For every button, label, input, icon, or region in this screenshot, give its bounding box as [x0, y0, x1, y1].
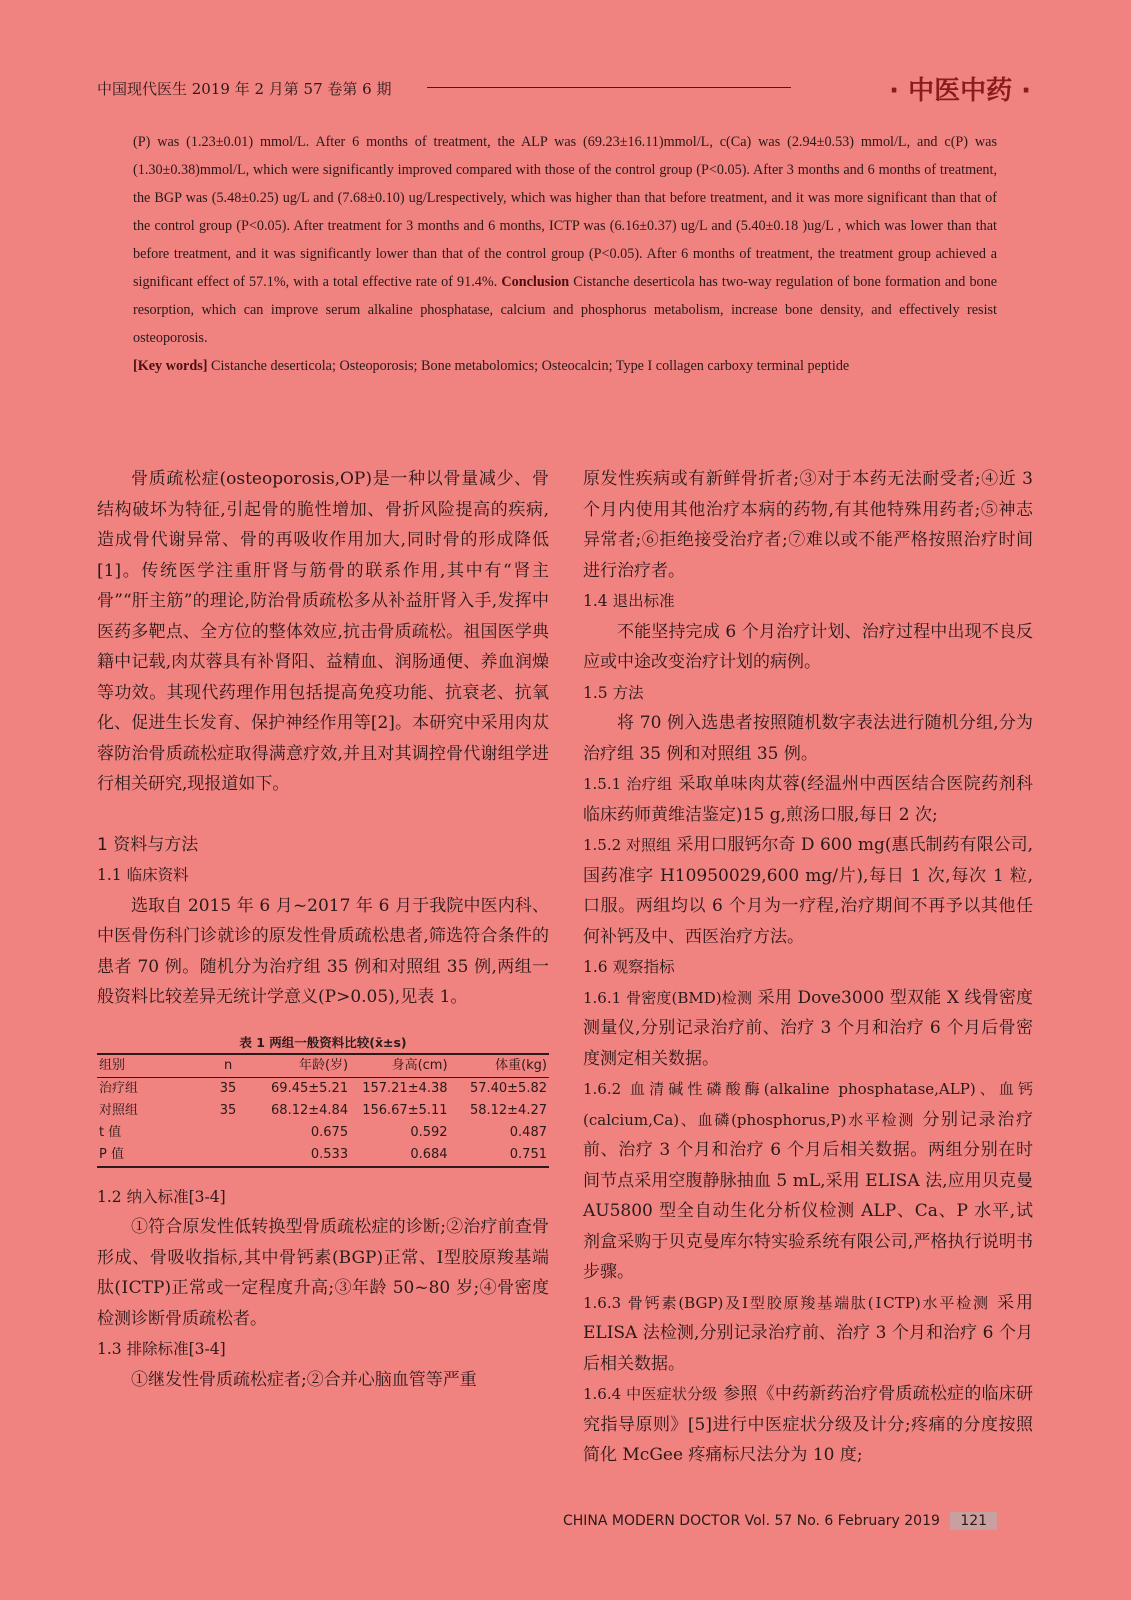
table-row: 对照组 35 68.12±4.84 156.67±5.11 58.12±4.27	[99, 1102, 547, 1118]
section-title: · 中医中药 ·	[889, 76, 1031, 106]
section-1-3-text: ①继发性骨质疏松症者;②合并心脑血管等严重	[131, 1369, 477, 1390]
journal-info: 中国现代医生 2019 年 2 月第 57 卷第 6 期	[97, 80, 392, 98]
keywords	[133, 352, 997, 380]
label-1-6-2: 1.6.2 血清碱性磷酸酶(alkaline phosphatase,ALP)、血钙(calcium,Ca)、血磷(phosphorus,P)水平检测	[583, 1080, 1033, 1129]
english-abstract	[133, 128, 997, 380]
table-row: P 值 0.533 0.684 0.751	[97, 1144, 549, 1167]
section-1-3-heading: 1.3 排除标准[3-4]	[97, 1340, 226, 1358]
label-1-6-1: 1.6.1 骨密度(BMD)检测	[583, 988, 753, 1007]
section-1-1-heading: 1.1 临床资料	[97, 866, 189, 884]
table-header-row	[97, 1054, 549, 1078]
page-footer	[563, 1512, 997, 1530]
label-1-5-1: 1.5.1 治疗组	[583, 775, 673, 793]
section-1-3-text-cont: 原发性疾病或有新鲜骨折者;③对于本药无法耐受者;④近 3 个月内使用其他治疗本病的药物,有其他特殊用药者;⑤神志异常者;⑥拒绝接受治疗者;⑦难以或不能严格按照治疗时间进行治疗者。	[583, 469, 1033, 581]
conclusion-label: Conclusion	[501, 274, 570, 290]
label-1-5-2: 1.5.2 对照组	[583, 836, 671, 854]
th-group: 组别	[97, 1054, 205, 1078]
section-1-2-heading: 1.2 纳入标准[3-4]	[97, 1187, 226, 1206]
intro-paragraph: 骨质疏松症(osteoporosis,OP)是一种以骨量减少、骨结构破坏为特征,引起骨的脆性增加、骨折风险提高的疾病,造成骨代谢异常、骨的再吸收作用加大,同时骨的形成降低[1]。传统医学注重肝肾与筋骨的联系作用,其中有“肾主骨”“肝主筋”的理论,防治骨质疏松多从补益肝肾入手,发挥中医药多靶点、全方位的整体效应,抗击骨质疏松。祖国医学典籍中记载,肉苁蓉具有补肾阳、益精血、润肠通便、养血润燥等功效。其现代药理作用包括提高免疫功能、抗衰老、抗氧化、促进生长发育、保护神经作用等[2]。本研究中采用肉苁蓉防治骨质疏松症取得满意疗效,并且对其调控骨代谢组学进行相关研究,现报道如下。	[97, 469, 549, 794]
section-1-heading: 1 资料与方法	[97, 834, 199, 855]
th-n: n	[205, 1054, 250, 1078]
table-caption: 表 1 两组一般资料比较(x̄±s)	[239, 1034, 407, 1050]
section-1-5-1: 1.5.1 治疗组 采取单味肉苁蓉(经温州中西医结合医院药剂科临床药师黄维洁鉴定)15 g,煎汤口服,每日 2 次;	[583, 774, 1034, 825]
keywords-text: Cistanche deserticola; Osteoporosis; Bone metabolomics; Osteocalcin; Type I collagen carboxy terminal peptide	[211, 358, 850, 374]
section-1-4-heading: 1.4 退出标准	[583, 592, 675, 610]
table-row: 治疗组 35 69.45±5.21 157.21±4.38 57.40±5.82	[99, 1080, 547, 1096]
header-rule	[427, 87, 791, 88]
section-1-4-text: 不能坚持完成 6 个月治疗计划、治疗过程中出现不良反应或中途改变治疗计划的病例。	[583, 621, 1033, 672]
section-1-1-text: 选取自 2015 年 6 月~2017 年 6 月于我院中医内科、中医骨伤科门诊就诊的原发性骨质疏松患者,筛选符合条件的患者 70 例。随机分为治疗组 35 例和对照组 35 例,两组一般资料比较差异无统计学意义(P>0.05),见表 1。	[97, 895, 549, 1007]
section-1-6-4: 1.6.4 中医症状分级 参照《中药新药治疗骨质疏松症的临床研究指导原则》[5]进行中医症状分级及计分;疼痛的分度按照简化 McGee 疼痛标尺法分为 10 度;	[583, 1384, 1034, 1465]
table-row: t 值 0.675 0.592 0.487	[99, 1124, 547, 1140]
keywords-label: [Key words]	[133, 358, 208, 374]
section-1-6-2: 1.6.2 血清碱性磷酸酶(alkaline phosphatase,ALP)、血钙(calcium,Ca)、血磷(phosphorus,P)水平检测 分别记录治疗前、治疗 3 个月和治疗 6 个月后相关数据。两组分别在时间节点采用空腹静脉抽血 5 mL,采用 ELISA 法,应用贝克曼 AU5800 型全自动生化分析仪检测 ALP、Ca、P 水平,试剂盒采购于贝克曼库尔特实验系统有限公司,严格执行说明书步骤。	[583, 1080, 1034, 1282]
section-1-5-2: 1.5.2 对照组 采用口服钙尔奇 D 600 mg(惠氏制药有限公司,国药准字 H10950029,600 mg/片),每日 1 次,每次 1 粒,口服。两组均以 6 个月为一疗程,治疗期间不再予以其他任何补钙及中、西医治疗方法。	[583, 835, 1034, 947]
baseline-table	[97, 1053, 549, 1168]
section-1-5-text: 将 70 例入选患者按照随机数字表法进行随机分组,分为治疗组 35 例和对照组 35 例。	[583, 713, 1033, 764]
conclusion-text: Cistanche deserticola has two-way regulation of bone formation and bone resorption, which can improve serum alkaline phosphatase, calcium and phosphorus metabolism, increase bone density, and effectively resist osteoporosis.	[133, 274, 998, 346]
section-1-6-heading: 1.6 观察指标	[583, 958, 675, 976]
running-header	[97, 70, 1031, 106]
th-age: 年龄(岁)	[251, 1054, 350, 1078]
right-column	[583, 464, 1033, 1471]
section-1-5-heading: 1.5 方法	[583, 683, 644, 702]
th-height: 身高(cm)	[350, 1054, 449, 1078]
section-1-6-3: 1.6.3 骨钙素(BGP)及Ⅰ型胶原羧基端肽(ⅠCTP)水平检测 采用 ELISA 法检测,分别记录治疗前、治疗 3 个月和治疗 6 个月后相关数据。	[583, 1292, 1034, 1374]
section-1-2-text: ①符合原发性低转换型骨质疏松症的诊断;②治疗前查骨形成、骨吸收指标,其中骨钙素(BGP)正常、Ⅰ型胶原羧基端肽(ⅠCTP)正常或一定程度升高;③年龄 50~80 岁;④骨密度检测诊断骨质疏松者。	[97, 1217, 549, 1329]
page-number: 121	[950, 1512, 997, 1530]
label-1-6-4: 1.6.4 中医症状分级	[583, 1385, 718, 1403]
left-column	[97, 464, 549, 1395]
abstract-results: (P) was (1.23±0.01) mmol/L. After 6 months of treatment, the ALP was (69.23±16.11)mmol/L, c(Ca) was (2.94±0.53) mmol/L, and c(P) was (1.30±0.38)mmol/L, which were significantly improved compared with those of the control group (P<0.05). After 3 months and 6 months of treatment, the BGP was (5.48±0.25) ug/L and (7.68±0.10) ug/Lrespectively, which was higher than that before treatment, and it was more significant than that of the control group (P<0.05). After treatment for 3 months and 6 months, ICTP was (6.16±0.37) ug/L and (5.40±0.18 )ug/L , which was lower than that before treatment, and it was significantly lower than that of the control group (P<0.05). After 6 months of treatment, the treatment group achieved a significant effect of 57.1%, with a total effective rate of 91.4%. Conclusion Cistanche deserticola has two-way regulation of bone formation and bone resorption, which can improve serum alkaline phosphatase, calcium and phosphorus metabolism, increase bone density, and effectively resist osteoporosis.	[133, 134, 998, 346]
footer-journal: CHINA MODERN DOCTOR Vol. 57 No. 6 February 2019	[563, 1513, 940, 1529]
label-1-6-3: 1.6.3 骨钙素(BGP)及Ⅰ型胶原羧基端肽(ⅠCTP)水平检测	[583, 1293, 990, 1312]
section-1-6-1: 1.6.1 骨密度(BMD)检测 采用 Dove3000 型双能 X 线骨密度测量仪,分别记录治疗前、治疗 3 个月和治疗 6 个月后骨密度测定相关数据。	[583, 987, 1033, 1069]
th-weight: 体重(kg)	[450, 1054, 549, 1078]
table-1	[97, 1033, 549, 1168]
